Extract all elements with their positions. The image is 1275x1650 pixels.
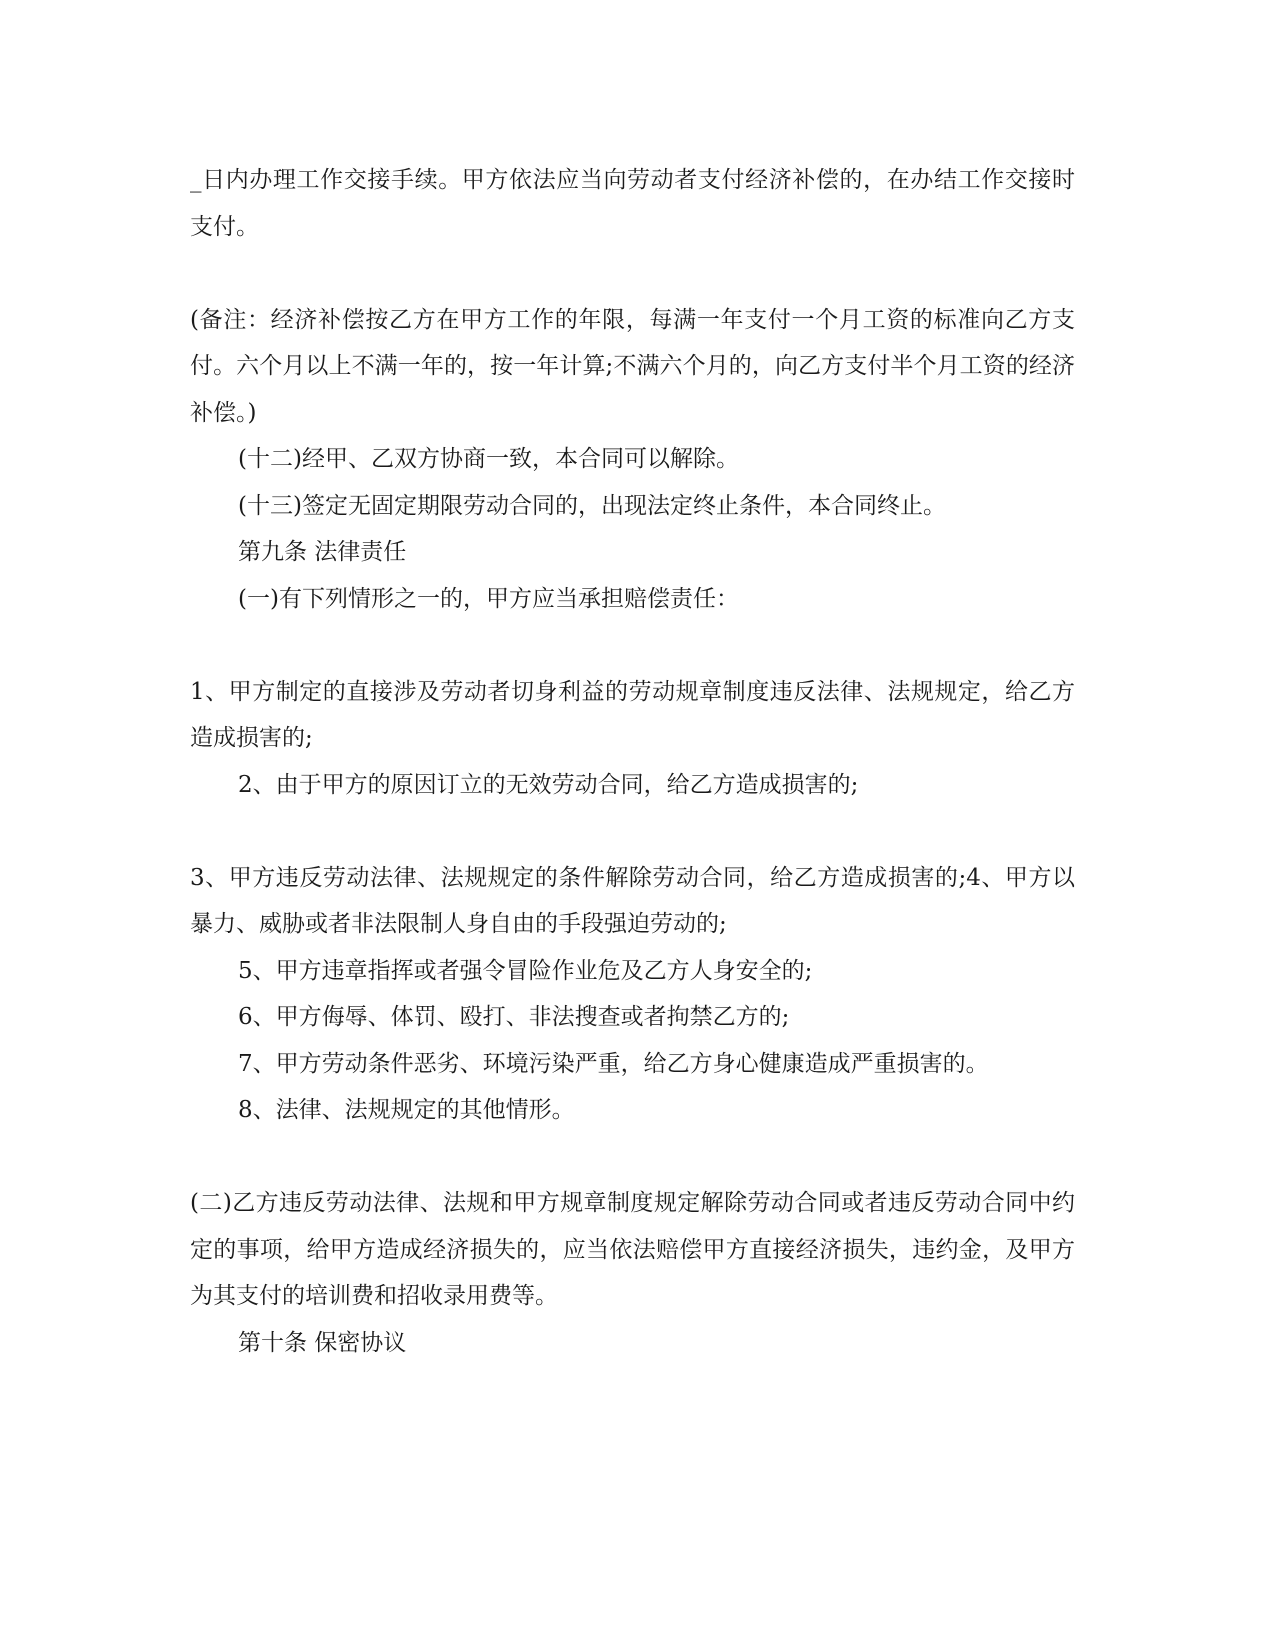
paragraph-compensation-note: (备注：经济补偿按乙方在甲方工作的年限，每满一年支付一个月工资的标准向乙方支付。六个月以上不满一年的，按一年计算;不满六个月的，向乙方支付半个月工资的经济补偿。) — [190, 306, 1075, 426]
paragraph-liability-1: (一)有下列情形之一的，甲方应当承担赔偿责任： — [238, 585, 739, 612]
paragraph-clause-12: (十二)经甲、乙双方协商一致，本合同可以解除。 — [238, 446, 739, 472]
paragraph-liability-2: (二)乙方违反劳动法律、法规和甲方规章制度规定解除劳动合同或者违反劳动合同中约定的事项，给甲方造成经济损失的，应当依法赔偿甲方直接经济损失，违约金，及甲方为其支付的培训费和招收录用费等。 — [190, 1190, 1075, 1309]
list-item-8: 8、法律、法规规定的其他情形。 — [238, 1097, 575, 1123]
list-item-2: 2、由于甲方的原因订立的无效劳动合同，给乙方造成损害的; — [238, 771, 859, 798]
paragraph-handover: _日内办理工作交接手续。甲方依法应当向劳动者支付经济补偿的，在办结工作交接时支付。 — [190, 167, 1075, 240]
paragraph-clause-13: (十三)签定无固定期限劳动合同的，出现法定终止条件，本合同终止。 — [238, 492, 946, 519]
list-item-1: 1、甲方制定的直接涉及劳动者切身利益的劳动规章制度违反法律、法规规定，给乙方造成损害的; — [190, 678, 1075, 751]
document-body — [190, 157, 1075, 1366]
list-item-3-4: 3、甲方违反劳动法律、法规规定的条件解除劳动合同，给乙方造成损害的;4、甲方以暴力、威胁或者非法限制人身自由的手段强迫劳动的; — [190, 864, 1075, 937]
list-item-7: 7、甲方劳动条件恶劣、环境污染严重，给乙方身心健康造成严重损害的。 — [238, 1050, 989, 1077]
article-9-heading: 第九条 法律责任 — [238, 539, 407, 565]
list-item-6: 6、甲方侮辱、体罚、殴打、非法搜查或者拘禁乙方的; — [238, 1004, 790, 1030]
list-item-5: 5、甲方违章指挥或者强令冒险作业危及乙方人身安全的; — [238, 957, 813, 984]
article-10-heading: 第十条 保密协议 — [238, 1329, 407, 1356]
